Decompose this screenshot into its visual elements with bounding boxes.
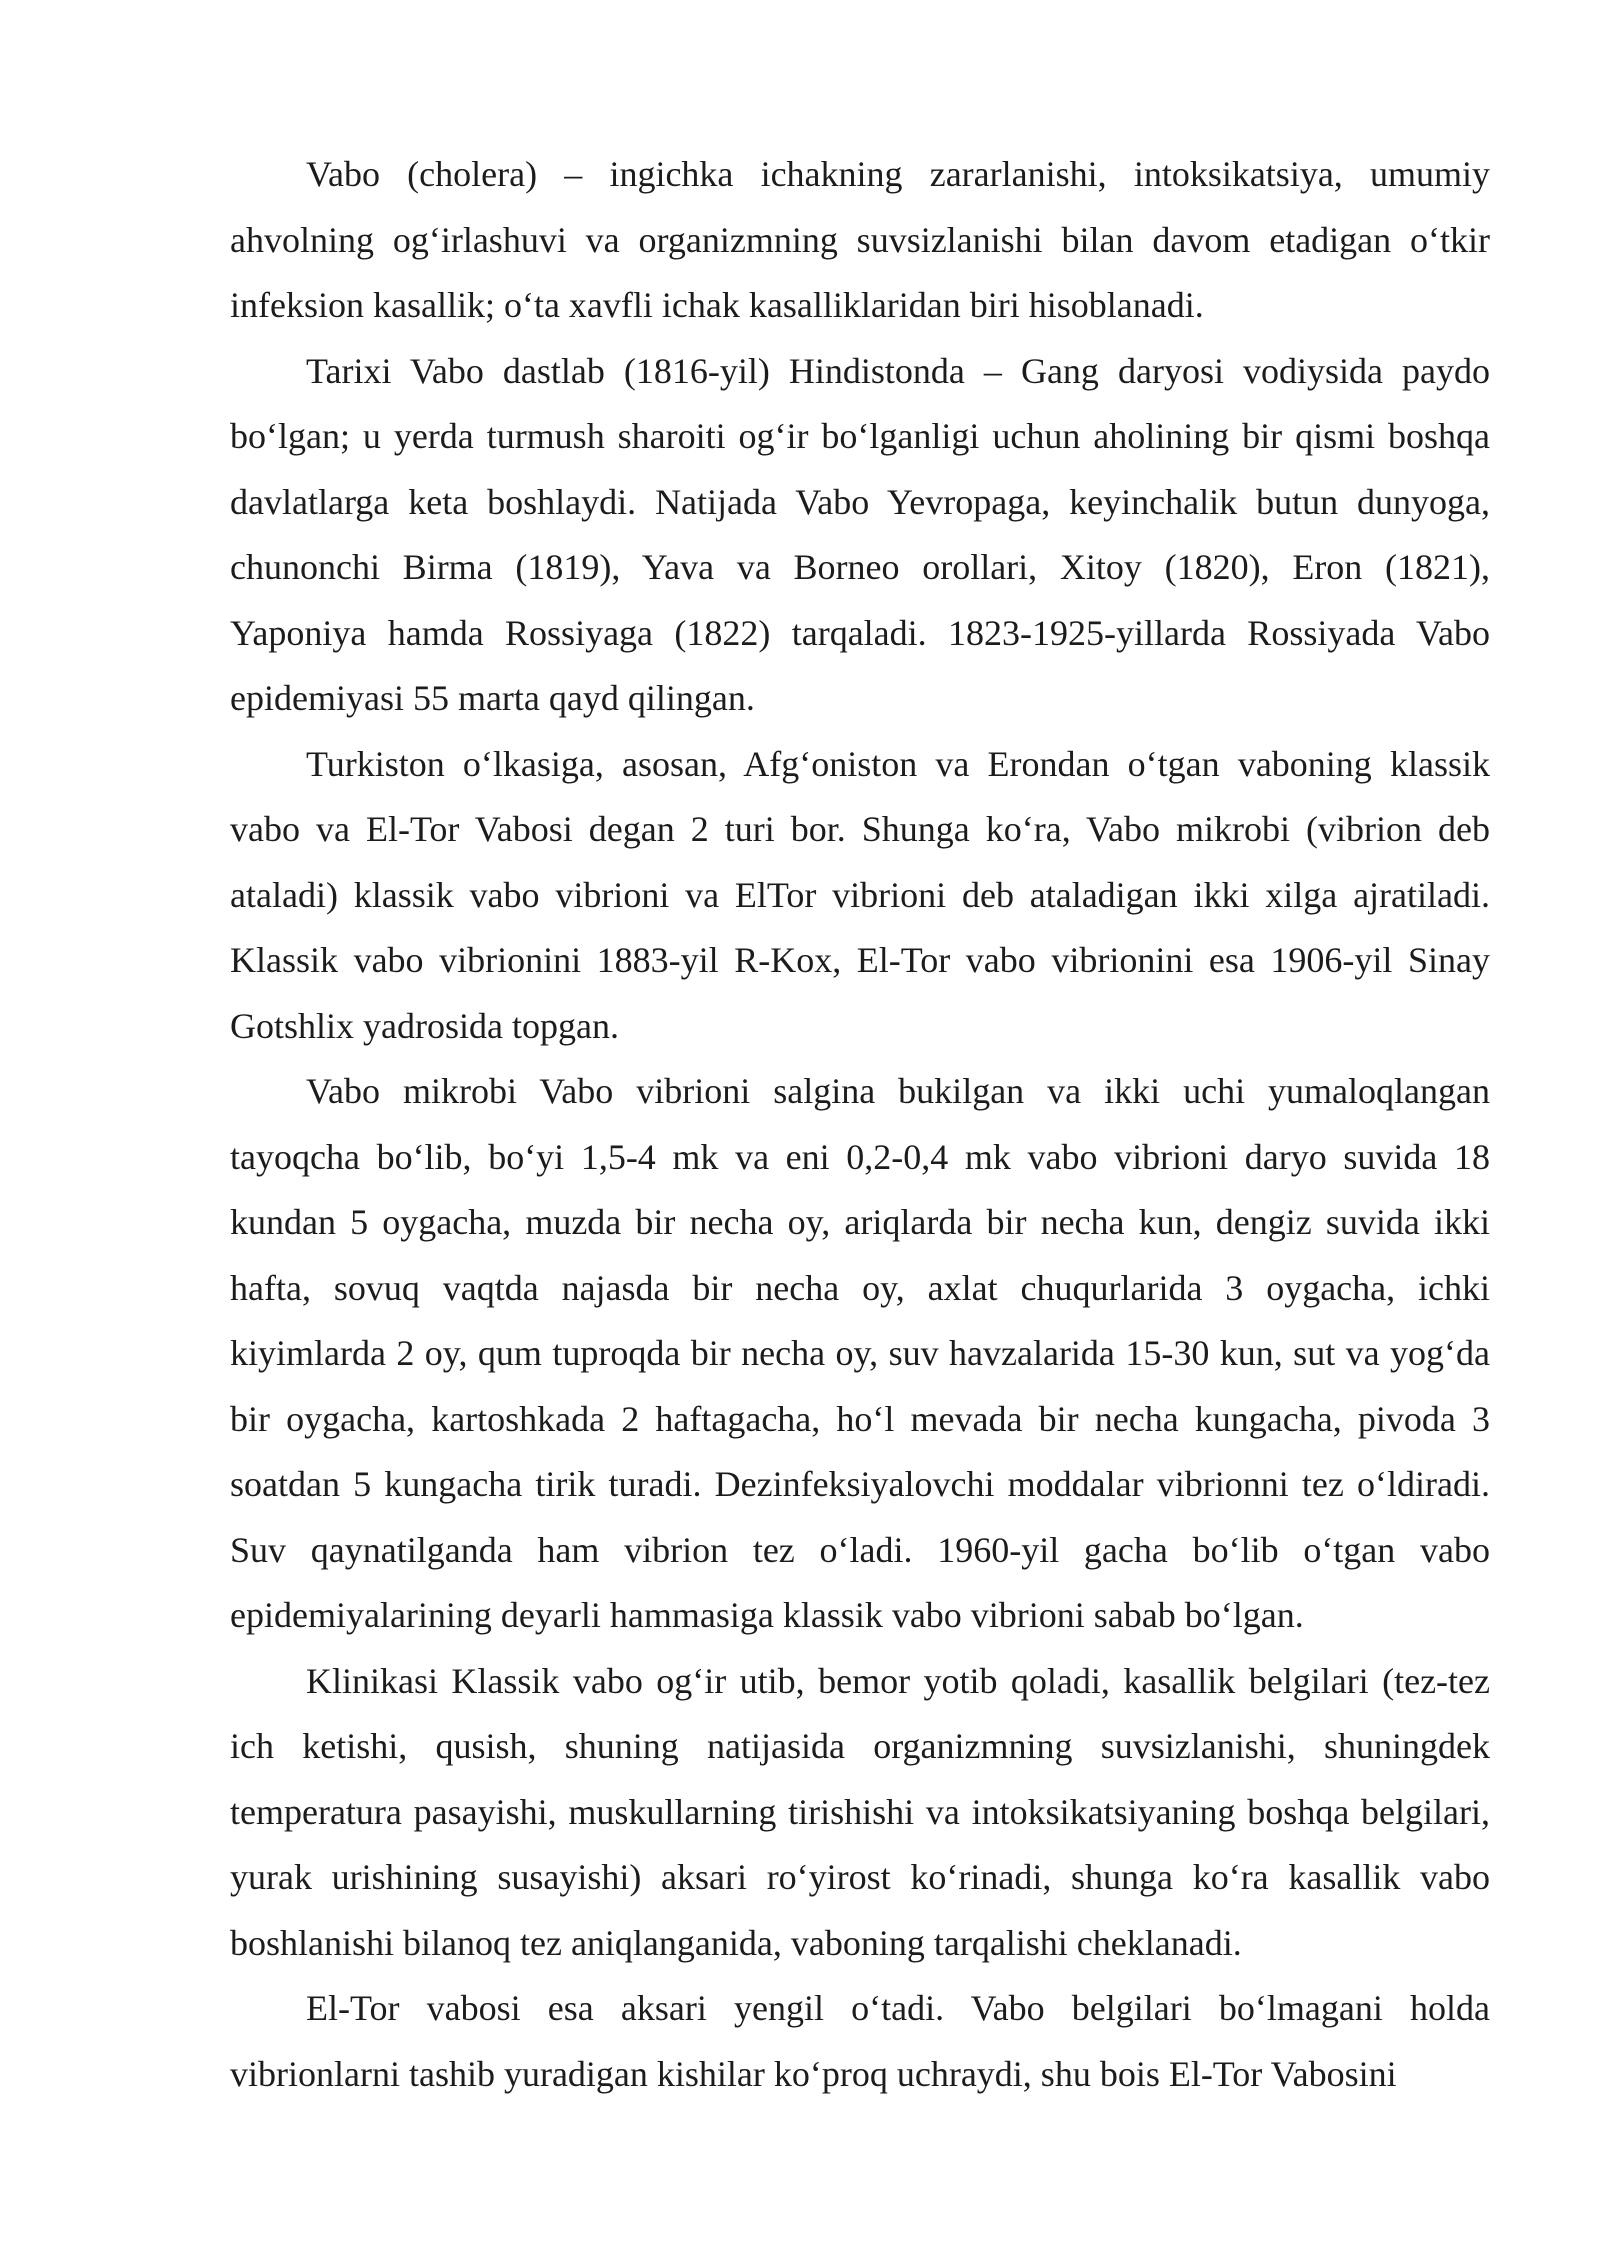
paragraph-types: Turkiston oʻlkasiga, asosan, Afgʻoniston va Erondan oʻtgan vaboning klassik vabo va El-Tor Vabosi degan 2 turi bor. Shunga koʻra, Vabo mikrobi (vibrion deb ataladi) klassik vabo vibrioni va ElTor vibrioni deb ataladigan ikki xilga ajratiladi. Klassik vabo vibrionini 1883-yil R-Kox, El-Tor vabo vibrionini esa 1906-yil Sinay Gotshlix yadrosida topgan. [230,743,1490,1046]
paragraph-microbe: Vabo mikrobi Vabo vibrioni salgina bukilgan va ikki uchi yumaloqlangan tayoqcha boʻlib, boʻyi 1,5-4 mk va eni 0,2-0,4 mk vabo vibrioni daryo suvida 18 kundan 5 oygacha, muzda bir necha oy, ariqlarda bir necha kun, dengiz suvida ikki hafta, sovuq vaqtda najasda bir necha oy, axlat chuqurlarida 3 oygacha, ichki kiyimlarda 2 oy, qum tuproqda bir necha oy, suv havzalarida 15-30 kun, sut va yogʻda bir oygacha, kartoshkada 2 haftagacha, hoʻl mevada bir necha kungacha, pivoda 3 soatdan 5 kungacha tirik turadi. Dezinfeksiyalovchi moddalar vibrionni tez oʻldiradi. Suv qaynatilganda ham vibrion tez oʻladi. 1960-yil gacha boʻlib oʻtgan vabo epidemiyalarining deyarli hammasiga klassik vabo vibrioni sabab boʻlgan. [230,1071,1490,1635]
paragraph-clinic: Klinikasi Klassik vabo ogʻir utib, bemor yotib qoladi, kasallik belgilari (tez-tez ich ketishi, qusish, shuning natijasida organizmning suvsizlanishi, shuningdek temperatura pasayishi, muskullarning tirishishi va intoksikatsiyaning boshqa belgilari, yurak urishining susayishi) aksari roʻyirost koʻrinadi, shunga koʻra kasallik vabo boshlanishi bilanoq tez aniqlanganida, vaboning tarqalishi cheklanadi. [230,1660,1490,1963]
paragraph-el-tor: El-Tor vabosi esa aksari yengil oʻtadi. Vabo belgilari boʻlmagani holda vibrionlarni tashib yuradigan kishilar koʻproq uchraydi, shu bois El-Tor Vabosini [230,1988,1490,2094]
paragraph-history: Tarixi Vabo dastlab (1816-yil) Hindistonda – Gang daryosi vodiysida paydo boʻlgan; u yerda turmush sharoiti ogʻir boʻlganligi uchun aholining bir qismi boshqa davlatlarga keta boshlaydi. Natijada Vabo Yevropaga, keyinchalik butun dunyoga, chunonchi Birma (1819), Yava va Borneo orollari, Xitoy (1820), Eron (1821), Yaponiya hamda Rossiyaga (1822) tarqaladi. 1823-1925-yillarda Rossiyada Vabo epidemiyasi 55 marta qayd qilingan. [230,350,1490,718]
paragraph-definition: Vabo (cholera) – ingichka ichakning zararlanishi, intoksikatsiya, umumiy ahvolning ogʻirlashuvi va organizmning suvsizlanishi bilan davom etadigan oʻtkir infeksion kasallik; oʻta xavfli ichak kasalliklaridan biri hisoblanadi. [230,154,1490,325]
document-page [230,142,1490,2107]
